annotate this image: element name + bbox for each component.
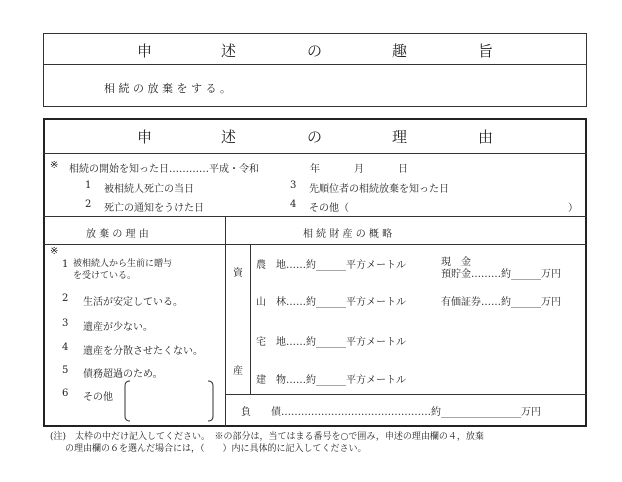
abandon-text: 被相続人から生前に贈与 を受けている。: [73, 259, 173, 281]
reason-title-divider: [43, 153, 587, 154]
abandon-text: 生活が安定している。: [83, 297, 183, 308]
purpose-divider: [43, 64, 587, 65]
estate-securities: 有価証券……約______万円: [441, 297, 561, 308]
abandon-num: 5: [62, 365, 69, 376]
other-reason-bracket[interactable]: [124, 380, 214, 422]
estate-forest: 山 林……約______平方メートル: [256, 297, 406, 308]
option-num: 2: [85, 199, 92, 210]
purpose-title-char: 述: [221, 42, 237, 60]
abandon-num: 2: [62, 293, 69, 304]
purpose-title-char: の: [307, 42, 323, 60]
estate-residential: 宅 地……約______平方メートル: [256, 337, 406, 348]
option-num: 3: [290, 180, 297, 191]
abandon-num: 3: [62, 318, 69, 329]
estate-cash-label: 現 金: [441, 257, 471, 268]
note-line-2: の理由欄の６を選んだ場合には，（ ）内に具体的に記入してください。: [65, 444, 367, 454]
abandon-header: 放 棄 の 理 由: [86, 229, 149, 240]
abandon-text: 遺産を分散させたくない。: [83, 346, 203, 357]
reason-title-char: 理: [392, 128, 408, 146]
purpose-title-char: 申: [137, 42, 153, 60]
estate-savings: 預貯金………約______万円: [441, 269, 561, 280]
purpose-content: 相 続 の 放 棄 を す る 。: [104, 82, 231, 95]
reason-title-char: 由: [478, 128, 494, 146]
debt-divider: [225, 394, 587, 395]
note-line-1: (注) 太枠の中だけ記入してください。 ※の部分は，当てはまる番号を○で囲み，申述の理由欄の４，放棄: [50, 432, 484, 442]
start-day: 日: [398, 164, 408, 175]
purpose-title-char: 趣: [392, 42, 408, 60]
lower-top-divider: [43, 216, 587, 217]
abandon-text: 債務超過のため。: [83, 369, 163, 380]
reason-title-char: の: [307, 128, 323, 146]
option-text: 先順位者の相続放棄を知った日: [309, 184, 449, 195]
purpose-title-char: 旨: [478, 42, 494, 60]
reason-title-char: 述: [221, 128, 237, 146]
option-text: その他（: [309, 203, 349, 214]
abandon-text: その他: [83, 392, 113, 403]
reason-title-char: 申: [137, 128, 153, 146]
abandon-num: 4: [62, 342, 69, 353]
estate-side-bottom: 産: [233, 366, 243, 377]
start-mark: ※: [50, 160, 59, 171]
option4-close: ）: [568, 203, 578, 214]
option-num: 4: [290, 199, 297, 210]
abandon-num: 1: [62, 259, 69, 270]
start-label: 相続の開始を知った日…………平成・令和: [69, 164, 259, 175]
start-month: 月: [354, 164, 364, 175]
abandon-num: 6: [62, 388, 69, 399]
estate-side-divider: [250, 244, 251, 394]
option-text: 被相続人死亡の当日: [104, 184, 194, 195]
start-year: 年: [310, 164, 320, 175]
lower-column-divider: [225, 216, 226, 427]
estate-farmland: 農 地……約______平方メートル: [256, 260, 406, 271]
abandon-mark: ※: [50, 246, 59, 257]
option-num: 1: [85, 180, 92, 191]
abandon-text: 遺産が少ない。: [83, 322, 153, 333]
lower-header-divider: [43, 244, 587, 245]
estate-header: 相 続 財 産 の 概 略: [303, 229, 393, 240]
estate-building: 建 物……約______平方メートル: [256, 375, 406, 386]
estate-debt: 負 債………………………………………約________________万円: [241, 407, 541, 418]
option-text: 死亡の通知をうけた日: [104, 203, 204, 214]
estate-side-top: 資: [233, 268, 243, 279]
